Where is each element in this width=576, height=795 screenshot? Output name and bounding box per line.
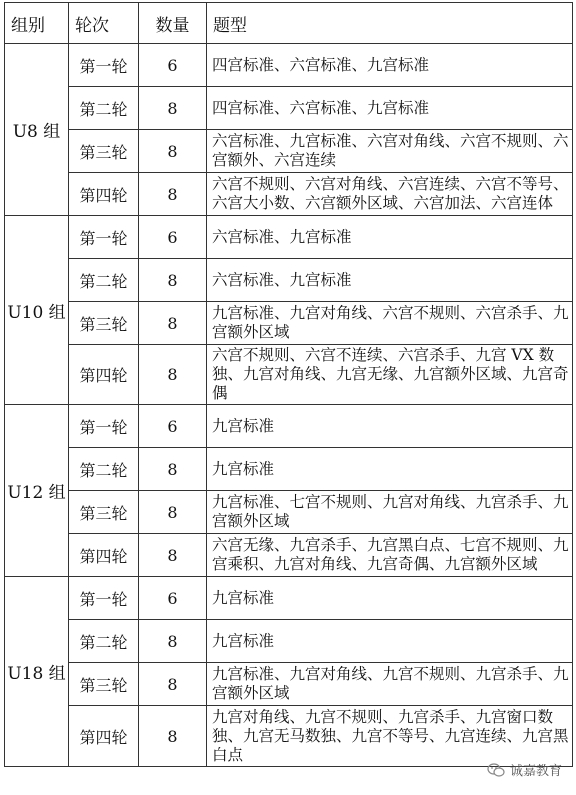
round-cell: 第三轮 [69,491,139,534]
type-cell: 九宫标准 [207,448,573,491]
competition-table [4,2,573,767]
group-cell: U18 组 [5,577,69,767]
round-cell: 第四轮 [69,345,139,405]
type-cell: 六宫无缘、九宫杀手、九宫黑白点、七宫不规则、九宫乘积、九宫对角线、九宫奇偶、九宫额外区域 [207,534,573,577]
table-row [5,534,573,577]
type-cell: 九宫对角线、九宫不规则、九宫杀手、九宫窗口数独、九宫无马数独、九宫不等号、九宫连续、九宫黑白点 [207,706,573,767]
header-row [5,3,573,44]
type-cell: 九宫标准 [207,577,573,620]
table-row [5,620,573,663]
count-cell: 8 [139,130,207,173]
type-cell: 四宫标准、六宫标准、九宫标准 [207,87,573,130]
count-cell: 8 [139,663,207,706]
count-cell: 6 [139,577,207,620]
count-cell: 8 [139,620,207,663]
table-row [5,259,573,302]
table-row [5,216,573,259]
round-cell: 第三轮 [69,663,139,706]
table-row [5,491,573,534]
watermark-text: 诚嘉教育 [509,764,562,779]
table-row [5,302,573,345]
type-cell: 六宫标准、九宫标准 [207,259,573,302]
round-cell: 第二轮 [69,259,139,302]
round-cell: 第四轮 [69,534,139,577]
round-cell: 第三轮 [69,302,139,345]
count-cell: 8 [139,87,207,130]
round-cell: 第四轮 [69,173,139,216]
count-cell: 8 [139,345,207,405]
table-row [5,87,573,130]
round-cell: 第四轮 [69,706,139,767]
wechat-icon [487,763,505,777]
group-cell: U10 组 [5,216,69,405]
round-cell: 第一轮 [69,216,139,259]
type-cell: 九宫标准、七宫不规则、九宫对角线、九宫杀手、九宫额外区域 [207,491,573,534]
count-cell: 8 [139,173,207,216]
count-cell: 8 [139,706,207,767]
watermark [487,760,562,779]
group-cell: U12 组 [5,405,69,577]
type-cell: 九宫标准 [207,620,573,663]
table-row [5,577,573,620]
table-row [5,663,573,706]
header-group: 组别 [5,3,69,44]
type-cell: 六宫标准、九宫标准 [207,216,573,259]
type-cell: 六宫不规则、六宫对角线、六宫连续、六宫不等号、六宫大小数、六宫额外区域、六宫加法、六宫连体 [207,173,573,216]
table-row [5,130,573,173]
table-row [5,405,573,448]
count-cell: 6 [139,405,207,448]
round-cell: 第三轮 [69,130,139,173]
count-cell: 8 [139,448,207,491]
table-row [5,706,573,767]
count-cell: 6 [139,216,207,259]
header-count: 数量 [139,3,207,44]
count-cell: 8 [139,534,207,577]
group-cell: U8 组 [5,44,69,216]
round-cell: 第一轮 [69,405,139,448]
round-cell: 第一轮 [69,44,139,87]
header-round: 轮次 [69,3,139,44]
round-cell: 第二轮 [69,448,139,491]
count-cell: 8 [139,259,207,302]
count-cell: 8 [139,302,207,345]
type-cell: 六宫不规则、六宫不连续、六宫杀手、九宫 VX 数独、九宫对角线、九宫无缘、九宫额外区域、九宫奇偶 [207,345,573,405]
header-type: 题型 [207,3,573,44]
type-cell: 六宫标准、九宫标准、六宫对角线、六宫不规则、六宫额外、六宫连续 [207,130,573,173]
type-cell: 九宫标准 [207,405,573,448]
table-row [5,44,573,87]
table-row [5,345,573,405]
type-cell: 九宫标准、九宫对角线、九宫不规则、九宫杀手、九宫额外区域 [207,663,573,706]
count-cell: 6 [139,44,207,87]
round-cell: 第二轮 [69,87,139,130]
round-cell: 第二轮 [69,620,139,663]
count-cell: 8 [139,491,207,534]
type-cell: 四宫标准、六宫标准、九宫标准 [207,44,573,87]
table-row [5,448,573,491]
round-cell: 第一轮 [69,577,139,620]
type-cell: 九宫标准、九宫对角线、六宫不规则、六宫杀手、九宫额外区域 [207,302,573,345]
table-row [5,173,573,216]
